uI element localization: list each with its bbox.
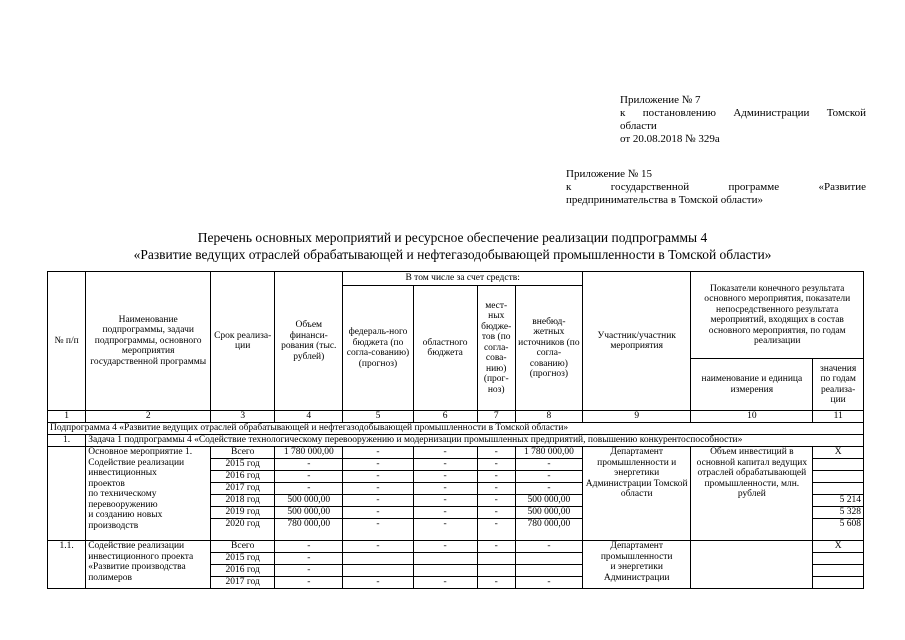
federal-cell: - bbox=[343, 507, 413, 519]
local-cell bbox=[477, 553, 515, 565]
local-cell: - bbox=[477, 541, 515, 553]
federal-cell: - bbox=[343, 471, 413, 483]
local-cell: - bbox=[477, 577, 515, 589]
federal-cell bbox=[343, 553, 413, 565]
regional-cell: - bbox=[413, 519, 477, 541]
local-cell: - bbox=[477, 483, 515, 495]
indicator-value-cell: 5 608 bbox=[813, 519, 864, 541]
term-cell: Всего bbox=[211, 541, 275, 553]
regional-cell bbox=[413, 553, 477, 565]
regional-cell: - bbox=[413, 495, 477, 507]
appendix-15-program-end: предпринимательства в Томской области» bbox=[566, 194, 763, 206]
regional-cell: - bbox=[413, 541, 477, 553]
activity-1-1-name-line: полимеров bbox=[88, 572, 132, 583]
volume-cell: - bbox=[275, 577, 343, 589]
regional-cell: - bbox=[413, 507, 477, 519]
header-local: мест-ных бюдже-тов (по согла-сова-нию) (прог-ноз) bbox=[477, 286, 515, 411]
document-title bbox=[60, 229, 845, 263]
header-term: Срок реализа-ции bbox=[211, 272, 275, 411]
column-number: 4 bbox=[275, 411, 343, 423]
extra-cell: 1 780 000,00 bbox=[515, 447, 582, 459]
extra-cell: - bbox=[515, 577, 582, 589]
header-extra: внебюд-жетных источников (по согла-сованию) (прогноз) bbox=[515, 286, 582, 411]
appendix-7-date: от 20.08.2018 № 329а bbox=[620, 133, 720, 145]
local-cell: - bbox=[477, 471, 515, 483]
main-activity-name-line: Основное мероприятие 1. bbox=[88, 447, 193, 457]
appendix-15-program: к государственной программе «Развитие bbox=[566, 181, 866, 193]
activity-1-1-participant-line: Администрации bbox=[603, 572, 670, 583]
document-title-line-1: Перечень основных мероприятий и ресурсное обеспечение реализации подпрограммы 4 bbox=[197, 230, 708, 245]
header-indicators: Показатели конечного результата основного мероприятия, показатели непосредственного результата мероприятий, входящих в состав основного мероприятия, по годам реализации bbox=[691, 272, 864, 359]
federal-cell: - bbox=[343, 459, 413, 471]
header-federal: федераль-ного бюджета (по согла-сованию) (прогноз) bbox=[343, 286, 413, 411]
term-cell: 2019 год bbox=[211, 507, 275, 519]
column-number: 5 bbox=[343, 411, 413, 423]
column-number: 1 bbox=[48, 411, 86, 423]
main-activity-name-line: производств bbox=[88, 520, 139, 531]
extra-cell: 500 000,00 bbox=[515, 507, 582, 519]
indicator-value-cell bbox=[813, 565, 864, 577]
regional-cell: - bbox=[413, 577, 477, 589]
volume-cell: - bbox=[275, 471, 343, 483]
indicator-value-cell bbox=[813, 459, 864, 471]
header-indicator-values: значения по годам реализа-ции bbox=[813, 359, 864, 411]
federal-cell: - bbox=[343, 541, 413, 553]
indicator-value-cell bbox=[813, 471, 864, 483]
appendix-7-title: Приложение № 7 bbox=[620, 94, 701, 106]
term-cell: 2020 год bbox=[211, 519, 275, 541]
activity-1-1-participant-line: промышленности bbox=[600, 551, 673, 562]
header-name: Наименование подпрограммы, задачи подпрограммы, основного мероприятия государственной программы bbox=[86, 272, 211, 411]
header-participant: Участник/участник мероприятия bbox=[582, 272, 690, 411]
column-number: 3 bbox=[211, 411, 275, 423]
local-cell: - bbox=[477, 519, 515, 541]
extra-cell: 500 000,00 bbox=[515, 495, 582, 507]
main-activity-number bbox=[48, 447, 86, 541]
federal-cell: - bbox=[343, 483, 413, 495]
federal-cell: - bbox=[343, 577, 413, 589]
column-number: 7 bbox=[477, 411, 515, 423]
column-number: 11 bbox=[813, 411, 864, 423]
column-number: 6 bbox=[413, 411, 477, 423]
federal-cell bbox=[343, 565, 413, 577]
main-activity-indicator: Объем инвестиций в основной капитал ведущих отраслей обрабатывающей промышленности, млн. рублей bbox=[691, 447, 813, 541]
activity-1-1-name-line: «Развитие производства bbox=[88, 562, 186, 572]
local-cell: - bbox=[477, 447, 515, 459]
main-activity-name-line: перевооружению bbox=[88, 499, 158, 510]
extra-cell bbox=[515, 565, 582, 577]
volume-cell: - bbox=[275, 541, 343, 553]
activity-1-1-number: 1.1. bbox=[48, 541, 86, 589]
activity-1-1-participant-line: и энергетики bbox=[610, 562, 663, 572]
federal-cell: - bbox=[343, 519, 413, 541]
regional-cell bbox=[413, 565, 477, 577]
extra-cell: - bbox=[515, 459, 582, 471]
header-indicator-name: наименование и единица измерения bbox=[691, 359, 813, 411]
activity-1-1-name-line: инвестиционного проекта bbox=[88, 551, 194, 562]
local-cell: - bbox=[477, 507, 515, 519]
extra-cell: - bbox=[515, 483, 582, 495]
task-number: 1. bbox=[48, 435, 86, 447]
activity-1-1-name bbox=[86, 541, 211, 589]
indicator-value-cell bbox=[813, 483, 864, 495]
volume-cell: - bbox=[275, 459, 343, 471]
activity-1-1-name-line: Содействие реализации bbox=[88, 541, 185, 551]
main-activity-name-line: проектов bbox=[88, 478, 125, 489]
term-cell: 2015 год bbox=[211, 553, 275, 565]
extra-cell bbox=[515, 553, 582, 565]
indicator-value-cell: X bbox=[813, 541, 864, 553]
term-cell: Всего bbox=[211, 447, 275, 459]
term-cell: 2018 год bbox=[211, 495, 275, 507]
appendix-7-header bbox=[620, 94, 866, 146]
extra-cell: - bbox=[515, 471, 582, 483]
local-cell: - bbox=[477, 459, 515, 471]
document-title-line-2: «Развитие ведущих отраслей обрабатывающей и нефтегазодобывающей промышленности в Томской области» bbox=[133, 247, 772, 262]
column-number: 2 bbox=[86, 411, 211, 423]
indicator-value-cell bbox=[813, 577, 864, 589]
activity-1-1-participant bbox=[582, 541, 690, 589]
volume-cell: - bbox=[275, 553, 343, 565]
term-cell: 2017 год bbox=[211, 577, 275, 589]
term-cell: 2016 год bbox=[211, 471, 275, 483]
regional-cell: - bbox=[413, 471, 477, 483]
regional-cell: - bbox=[413, 459, 477, 471]
federal-cell: - bbox=[343, 447, 413, 459]
term-cell: 2016 год bbox=[211, 565, 275, 577]
extra-cell: 780 000,00 bbox=[515, 519, 582, 541]
subprogram-row: Подпрограмма 4 «Развитие ведущих отраслей обрабатывающей и нефтегазодобывающей промышленности в Томской области» bbox=[48, 423, 864, 435]
column-number: 9 bbox=[582, 411, 690, 423]
appendix-7-region: области bbox=[620, 120, 657, 132]
volume-cell: 1 780 000,00 bbox=[275, 447, 343, 459]
header-regional: областного бюджета bbox=[413, 286, 477, 411]
volume-cell: 500 000,00 bbox=[275, 507, 343, 519]
volume-cell: - bbox=[275, 483, 343, 495]
main-activity-name-line: Содействие реализации bbox=[88, 457, 185, 468]
main-activity-name-line: по техническому bbox=[88, 489, 157, 499]
regional-cell: - bbox=[413, 447, 477, 459]
activity-1-1-indicator bbox=[691, 541, 813, 589]
activity-1-1-participant-line: Департамент bbox=[610, 541, 664, 551]
volume-cell: - bbox=[275, 565, 343, 577]
header-volume: Объем финанси-рования (тыс. рублей) bbox=[275, 272, 343, 411]
local-cell: - bbox=[477, 495, 515, 507]
main-activity-name bbox=[86, 447, 211, 541]
task-row: Задача 1 подпрограммы 4 «Содействие технологическому перевооружению и модернизации промышленных предприятий, повышению конкурентоспособности» bbox=[86, 435, 864, 447]
header-num: № п/п bbox=[48, 272, 86, 411]
local-cell bbox=[477, 565, 515, 577]
volume-cell: 780 000,00 bbox=[275, 519, 343, 541]
indicator-value-cell: 5 214 bbox=[813, 495, 864, 507]
appendix-15-header bbox=[566, 168, 866, 207]
volume-cell: 500 000,00 bbox=[275, 495, 343, 507]
appendix-15-title: Приложение № 15 bbox=[566, 168, 653, 180]
activities-table bbox=[47, 271, 864, 589]
main-activity-name-line: инвестиционных bbox=[88, 468, 157, 478]
main-activity-participant: Департамент промышленности и энергетики Администрации Томской области bbox=[582, 447, 690, 541]
regional-cell: - bbox=[413, 483, 477, 495]
column-number: 10 bbox=[691, 411, 813, 423]
appendix-7-decree: к постановлению Администрации Томской bbox=[620, 107, 866, 119]
indicator-value-cell: X bbox=[813, 447, 864, 459]
federal-cell: - bbox=[343, 495, 413, 507]
main-activity-name-line: и созданию новых bbox=[88, 510, 163, 520]
column-number: 8 bbox=[515, 411, 582, 423]
extra-cell: - bbox=[515, 541, 582, 553]
term-cell: 2015 год bbox=[211, 459, 275, 471]
header-including: В том числе за счет средств: bbox=[343, 272, 583, 286]
indicator-value-cell bbox=[813, 553, 864, 565]
indicator-value-cell: 5 328 bbox=[813, 507, 864, 519]
term-cell: 2017 год bbox=[211, 483, 275, 495]
